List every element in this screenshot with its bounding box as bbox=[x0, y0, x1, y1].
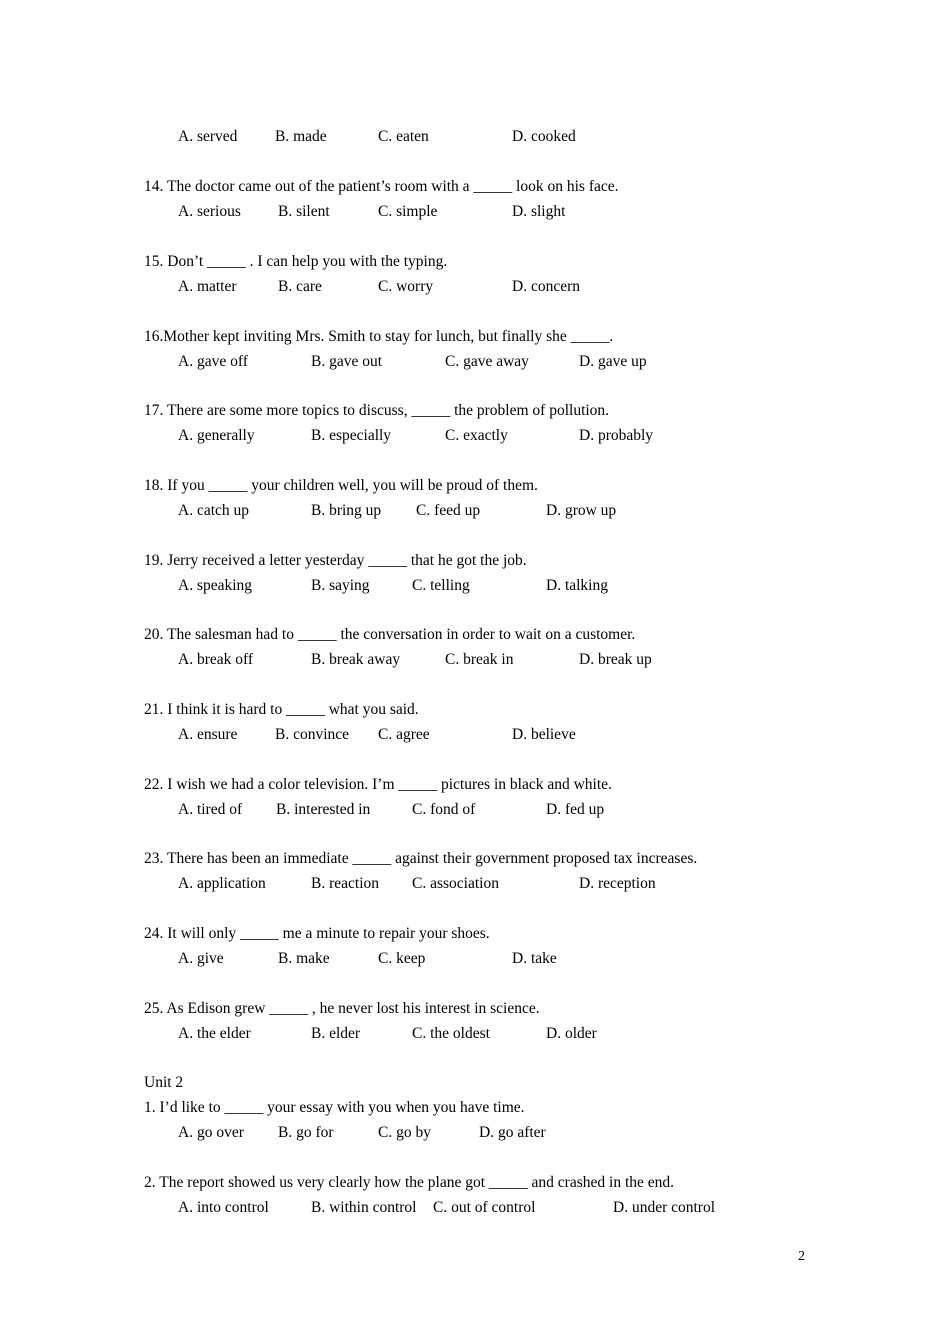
option-a: A. application bbox=[178, 875, 266, 892]
question-stem: 23. There has been an immediate _____ against their government proposed tax increases. bbox=[144, 850, 698, 867]
option-d: D. go after bbox=[479, 1124, 546, 1141]
question-stem: 19. Jerry received a letter yesterday _____ that he got the job. bbox=[144, 552, 527, 569]
option-b: B. elder bbox=[311, 1025, 361, 1042]
option-d: D. reception bbox=[579, 875, 656, 892]
option-d: D. older bbox=[546, 1025, 597, 1042]
option-b: B. care bbox=[278, 278, 322, 295]
question-stem: 21. I think it is hard to _____ what you said. bbox=[144, 701, 419, 718]
question-stem: 16.Mother kept inviting Mrs. Smith to stay for lunch, but finally she _____. bbox=[144, 328, 614, 345]
option-b: B. make bbox=[278, 950, 330, 967]
option-b: B. convince bbox=[275, 726, 350, 743]
option-c: C. eaten bbox=[378, 128, 429, 145]
option-a: A. the elder bbox=[178, 1025, 251, 1042]
option-c: C. worry bbox=[378, 278, 434, 295]
option-d: D. take bbox=[512, 950, 557, 967]
option-a: A. served bbox=[178, 128, 238, 145]
option-b: B. within control bbox=[311, 1199, 417, 1216]
question-stem: 14. The doctor came out of the patient’s room with a _____ look on his face. bbox=[144, 178, 619, 195]
option-d: D. under control bbox=[613, 1199, 716, 1216]
option-a: A. matter bbox=[178, 278, 237, 295]
option-b: B. especially bbox=[311, 427, 392, 444]
option-b: B. gave out bbox=[311, 353, 383, 370]
option-a: A. break off bbox=[178, 651, 254, 668]
option-c: C. out of control bbox=[433, 1199, 536, 1216]
option-b: B. reaction bbox=[311, 875, 380, 892]
option-d: D. gave up bbox=[579, 353, 647, 370]
option-a: A. tired of bbox=[178, 801, 243, 818]
option-d: D. believe bbox=[512, 726, 576, 743]
question-stem: 25. As Edison grew _____ , he never lost his interest in science. bbox=[144, 1000, 540, 1017]
question-stem: 22. I wish we had a color television. I’m _____ pictures in black and white. bbox=[144, 776, 612, 793]
option-d: D. grow up bbox=[546, 502, 617, 519]
question-stem: 1. I’d like to _____ your essay with you when you have time. bbox=[144, 1099, 525, 1116]
page-number: 2 bbox=[798, 1249, 805, 1264]
option-b: B. break away bbox=[311, 651, 401, 668]
unit-heading: Unit 2 bbox=[144, 1074, 184, 1091]
option-a: A. into control bbox=[178, 1199, 269, 1216]
option-a: A. generally bbox=[178, 427, 255, 444]
option-c: C. association bbox=[412, 875, 499, 892]
question-stem: 15. Don’t _____ . I can help you with the typing. bbox=[144, 253, 448, 270]
option-c: C. agree bbox=[378, 726, 430, 743]
option-a: A. catch up bbox=[178, 502, 250, 519]
option-d: D. talking bbox=[546, 577, 608, 594]
option-a: A. ensure bbox=[178, 726, 238, 743]
option-c: C. go by bbox=[378, 1124, 431, 1141]
option-a: A. go over bbox=[178, 1124, 244, 1141]
option-a: A. speaking bbox=[178, 577, 253, 594]
option-a: A. gave off bbox=[178, 353, 248, 370]
question-stem: 24. It will only _____ me a minute to repair your shoes. bbox=[144, 925, 490, 942]
option-d: D. concern bbox=[512, 278, 580, 295]
option-d: D. probably bbox=[579, 427, 654, 444]
option-d: D. slight bbox=[512, 203, 566, 220]
option-c: C. fond of bbox=[412, 801, 476, 818]
option-b: B. saying bbox=[311, 577, 370, 594]
question-stem: 20. The salesman had to _____ the conversation in order to wait on a customer. bbox=[144, 626, 636, 643]
option-a: A. give bbox=[178, 950, 224, 967]
question-stem: 18. If you _____ your children well, you will be proud of them. bbox=[144, 477, 538, 494]
option-d: D. fed up bbox=[546, 801, 605, 818]
option-c: C. exactly bbox=[445, 427, 508, 444]
option-b: B. silent bbox=[278, 203, 330, 220]
option-a: A. serious bbox=[178, 203, 241, 220]
option-b: B. bring up bbox=[311, 502, 382, 519]
option-c: C. feed up bbox=[416, 502, 481, 519]
question-stem: 2. The report showed us very clearly how the plane got _____ and crashed in the end. bbox=[144, 1174, 675, 1191]
option-c: C. gave away bbox=[445, 353, 529, 370]
option-c: C. telling bbox=[412, 577, 470, 594]
option-b: B. go for bbox=[278, 1124, 334, 1141]
option-b: B. interested in bbox=[276, 801, 371, 818]
option-d: D. cooked bbox=[512, 128, 576, 145]
option-c: C. break in bbox=[445, 651, 514, 668]
option-c: C. simple bbox=[378, 203, 438, 220]
question-stem: 17. There are some more topics to discuss, _____ the problem of pollution. bbox=[144, 402, 610, 419]
option-b: B. made bbox=[275, 128, 327, 145]
option-c: C. the oldest bbox=[412, 1025, 490, 1042]
option-d: D. break up bbox=[579, 651, 652, 668]
option-c: C. keep bbox=[378, 950, 426, 967]
